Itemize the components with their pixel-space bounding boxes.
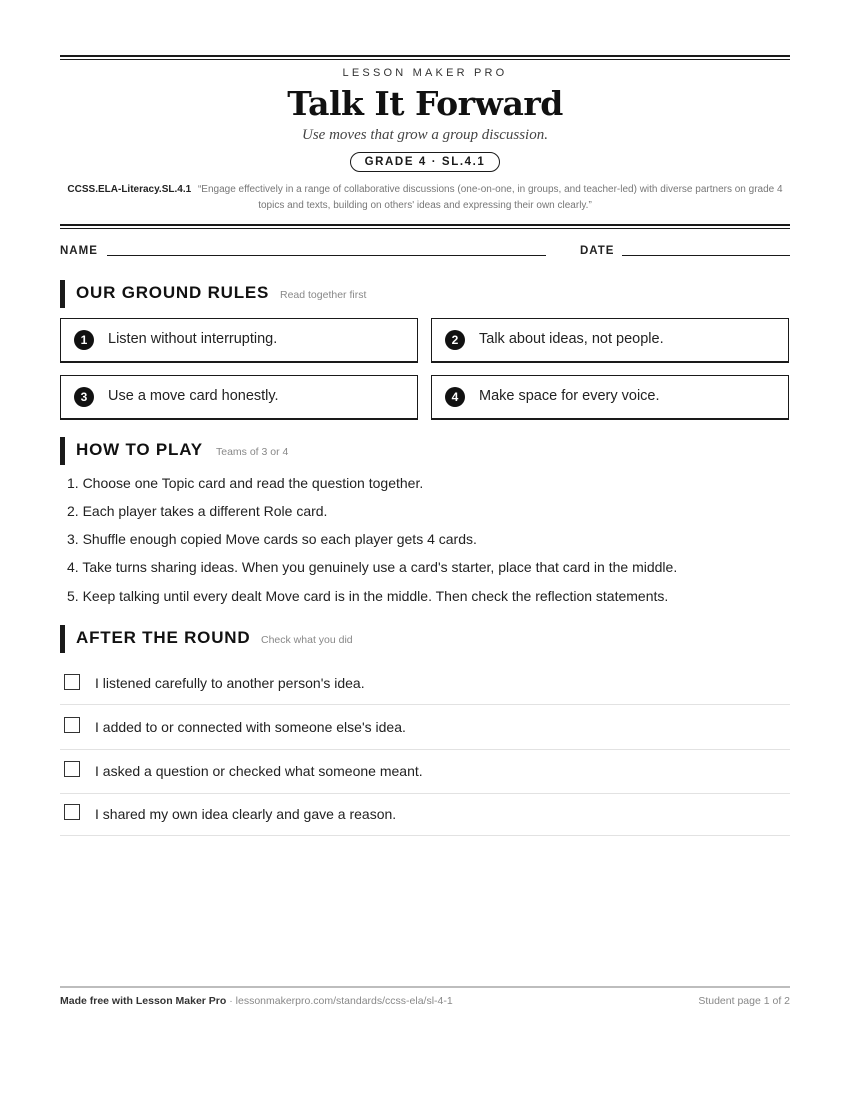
step-item: 4. Take turns sharing ideas. When you genuinely use a card's starter, place that card in the middle. — [67, 559, 678, 575]
reflection-item — [60, 750, 790, 794]
rule-text: Listen without interrupting. — [108, 331, 278, 347]
footer-rule — [60, 986, 790, 988]
how-to-play-note: Teams of 3 or 4 — [216, 446, 289, 458]
ground-rule-card — [431, 318, 789, 362]
name-label: NAME — [60, 245, 98, 257]
rule-number-badge: 1 — [74, 330, 94, 350]
reflection-text: I added to or connected with someone else's idea. — [95, 719, 406, 735]
section-accent-bar — [60, 625, 65, 653]
reflection-checkbox[interactable] — [64, 804, 80, 820]
grade-badge-wrap — [60, 152, 790, 172]
date-field[interactable] — [622, 255, 790, 256]
rule-text: Talk about ideas, not people. — [479, 331, 664, 347]
after-round-note: Check what you did — [261, 634, 353, 646]
ground-rules-title: OUR GROUND RULES — [76, 283, 270, 302]
reflection-text: I shared my own idea clearly and gave a reason. — [95, 806, 397, 822]
footer-credit — [60, 995, 453, 1007]
section-accent-bar — [60, 280, 65, 308]
rule-number-badge: 2 — [445, 330, 465, 350]
rule-number-badge: 4 — [445, 387, 465, 407]
standard-statement — [66, 182, 784, 214]
header-bottom-rule — [60, 224, 790, 229]
rule-text: Use a move card honestly. — [108, 388, 279, 404]
reflection-divider — [60, 662, 790, 705]
after-round-title: AFTER THE ROUND — [76, 628, 251, 647]
rule-text: Make space for every voice. — [479, 388, 660, 404]
ground-rule-card — [60, 375, 418, 419]
worksheet-subtitle: Use moves that grow a group discussion. — [302, 127, 548, 143]
brand-label: LESSON MAKER PRO — [342, 67, 508, 79]
name-field[interactable] — [107, 255, 546, 256]
footer-url[interactable]: · lessonmakerpro.com/standards/ccss-ela/sl-4-1 — [226, 995, 453, 1007]
ground-rule-card — [60, 318, 418, 362]
reflection-text: I asked a question or checked what someone meant. — [95, 763, 423, 779]
step-item: 3. Shuffle enough copied Move cards so each player gets 4 cards. — [67, 531, 477, 547]
footer-made-with: Made free with Lesson Maker Pro — [60, 995, 227, 1007]
reflection-item — [60, 706, 790, 750]
worksheet-title: Talk It Forward — [287, 84, 563, 123]
grade-badge: GRADE 4 · SL.4.1 — [350, 152, 501, 172]
rule-number-badge: 3 — [74, 387, 94, 407]
section-accent-bar — [60, 437, 65, 465]
standard-text: “Engage effectively in a range of collaborative discussions (one-on-one, in groups, and teacher-led) with diverse partners on grade 4 topics and texts, building on others' ideas and expressing their own clearly.” — [197, 184, 783, 211]
footer-page-number: Student page 1 of 2 — [698, 995, 790, 1007]
reflection-checkbox[interactable] — [64, 761, 80, 777]
header-top-rule — [60, 55, 790, 60]
ground-rules-note: Read together first — [280, 289, 367, 301]
step-item: 2. Each player takes a different Role card. — [67, 503, 328, 519]
date-label: DATE — [580, 245, 615, 257]
standard-code: CCSS.ELA-Literacy.SL.4.1 — [67, 184, 192, 195]
step-item: 5. Keep talking until every dealt Move card is in the middle. Then check the reflection statements. — [67, 588, 669, 604]
name-date-row — [60, 245, 790, 259]
reflection-item — [60, 792, 790, 836]
reflection-checkbox[interactable] — [64, 717, 80, 733]
step-item: 1. Choose one Topic card and read the question together. — [67, 475, 424, 491]
how-to-play-title: HOW TO PLAY — [76, 440, 203, 459]
ground-rule-card — [431, 375, 789, 419]
reflection-text: I listened carefully to another person's idea. — [95, 675, 365, 691]
